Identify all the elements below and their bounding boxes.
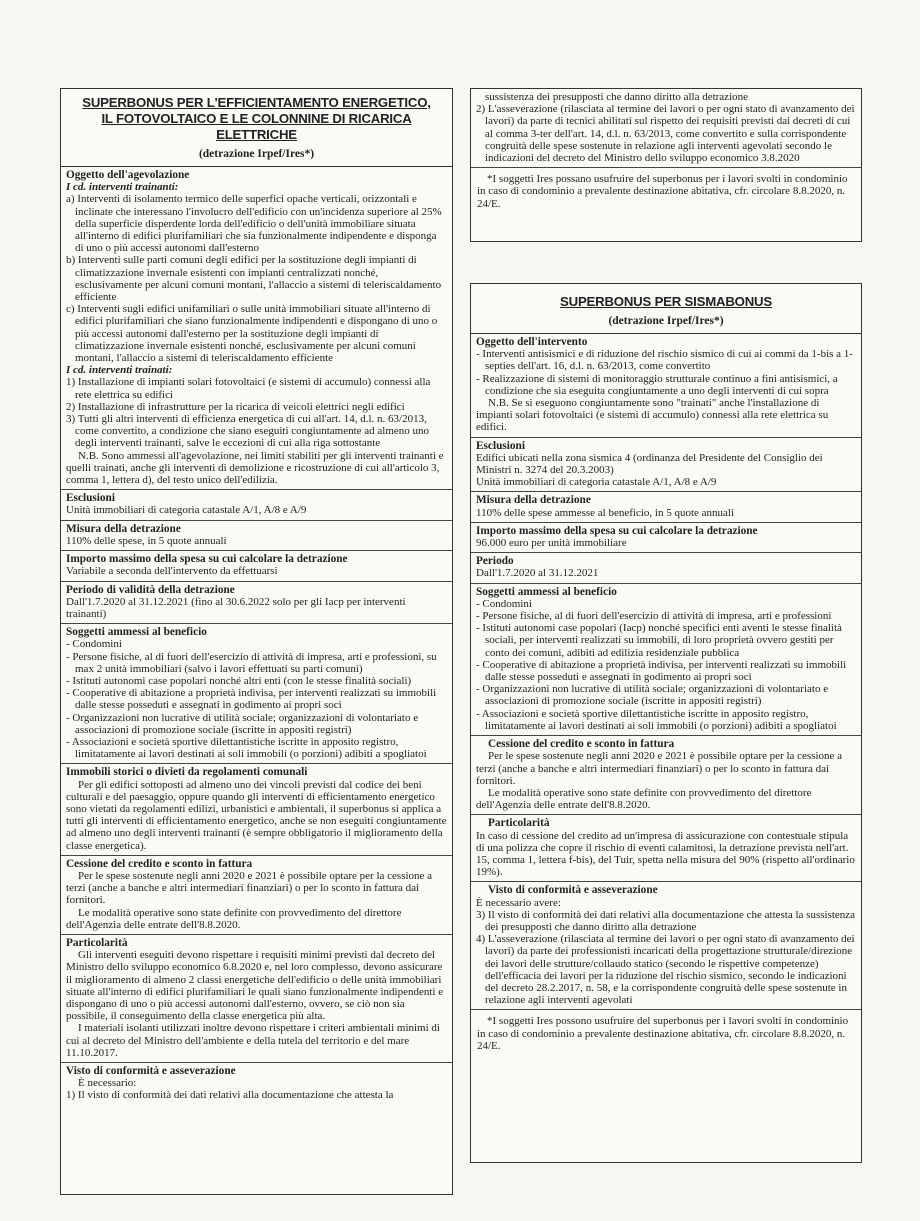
section-heading: Cessione del credito e sconto in fattura (66, 857, 253, 870)
trainanti-heading: I cd. interventi trainanti: (66, 181, 179, 194)
list-item: - Realizzazione di sistemi di monitoraggio strutturale continuo a fini antisismici, a condizione che sia eseguita congiuntamente a uno degli interventi di cui sopra (476, 372, 838, 397)
section-visto (471, 882, 861, 1010)
section-cessione (61, 856, 452, 935)
list-item: c) Interventi sugli edifici unifamiliari o sulle unità immobiliari situate all'interno di edifici plurifamiliari che siano funzionalmente indipendenti e dispongano di uno o più accessi autonomi dall'esterno per la sostituzione degli impianti di climatizzazione invernale esistenti nonché, esclusivamente per alcuni comuni montani, l'allaccio a sistemi di teleriscaldamento efficiente (66, 303, 438, 365)
sismabonus-header (471, 284, 861, 334)
list-item: 2) L'asseverazione (rilasciata al termine dei lavori o per ogni stato di avanzamento dei lavori) da parte di tecnici abilitati sul rispetto dei requisiti previsti dai decreti di cui al comma 3-ter dell'art. 14, d.l. n. 63/2013, come convertito e sulla corrispondente congruità delle spese sostenute in relazione agli interventi agevolati secondo le indicazioni del decreto del Ministro dello sviluppo economico 3.8.2020 (476, 103, 855, 165)
section-heading: Esclusioni (476, 439, 525, 452)
list-item: - Organizzazioni non lucrative di utilità sociale; organizzazioni di volontariato e associazioni di promozione sociale (iscritte in appositi registri) (476, 683, 829, 708)
section-importo (61, 551, 452, 581)
section-text: Gli interventi eseguiti devono rispettare i requisiti minimi previsti dal decreto del Ministro dello sviluppo economico 6.8.2020 e, nel loro complesso, devono assicurare il miglioramento di almeno 2 classi energetiche dell'edificio o delle unità immobiliari situate all'interno di edifici plurifamiliari le quali siano funzionalmente indipendenti e dispongano di uno o più accessi autonomi dall'esterno, ovvero, se ciò non sia possibile, il conseguimento della classe energetica più alta. (66, 949, 444, 1023)
trainati-heading: I cd. interventi trainati: (66, 364, 173, 377)
section-misura (61, 521, 452, 551)
sismabonus-title: SUPERBONUS PER SISMABONUS (560, 294, 772, 309)
section-cessione (471, 736, 861, 815)
footnote (471, 167, 861, 215)
ecobonus-box (60, 88, 453, 1195)
section-periodo (471, 553, 861, 583)
sismabonus-subtitle: (detrazione Irpef/Ires*) (608, 315, 724, 327)
section-heading: Visto di conformità e asseverazione (488, 884, 658, 897)
section-text: 110% delle spese, in 5 quote annuali (66, 534, 227, 547)
footnote-text: *I soggetti Ires possono usufruire del superbonus per i lavori svolti in condominio in caso di condominio a prevalente destinazione abitativa, cfr. circolare 8.8.2020, n. 24/E. (477, 1015, 849, 1052)
section-particolarita (471, 815, 861, 882)
section-text: Per gli edifici sottoposti ad almeno uno dei vincoli previsti dal codice dei beni culturali e del paesaggio, oppure quando gli interventi di efficientamento energetico sono vietati da regolamenti edilizi, urbanistici e ambientali, il superbonus si applica a tutti gli interventi di efficientamento energetico, anche se non eseguiti congiuntamente ad almeno uno degli interventi trainanti (è sempre obbligatorio il miglioramento della classe energetica). (66, 778, 447, 852)
list-item: 3) Tutti gli altri interventi di efficienza energetica di cui all'art. 14, d.l. n. 63/2013, come convertito, a condizione che siano eseguiti congiuntamente ad almeno uno degli interventi trainanti, salve le eccezioni di cui alla riga sottostante (66, 413, 430, 450)
section-oggetto (471, 334, 861, 438)
section-importo (471, 523, 861, 553)
nota-bene: N.B. Sono ammessi all'agevolazione, nei limiti stabiliti per gli interventi trainanti e quelli trainati, anche gli interventi di demolizione e ricostruzione di cui all'articolo 3, comma 1, lettera d), del testo unico dell'edilizia. (66, 449, 444, 487)
section-text: Dall'1.7.2020 al 31.12.2021 (fino al 30.6.2022 solo per gli Iacp per interventi trainanti) (66, 595, 406, 620)
ecobonus-continuation-box (470, 88, 862, 242)
section-heading: Immobili storici o divieti da regolamenti comunali (66, 766, 308, 779)
section-heading: Misura della detrazione (66, 522, 181, 535)
list-item: - Interventi antisismici e di riduzione del rischio sismico di cui ai commi da 1-bis a 1-septies dell'art. 16, d.l. n. 63/2013, come convertito (476, 348, 853, 373)
list-item: a) Interventi di isolamento termico delle superfici opache verticali, orizzontali e inclinate che interessano l'involucro dell'edificio con un'incidenza superiore al 25% della superficie disperdente lorda dell'edificio o dell'unità immobiliare situata all'interno di edifici plurifamiliari che sia funzionalmente indipendente e disponga di uno o più accessi autonomi dall'esterno (66, 193, 442, 255)
section-text: Unità immobiliari di categoria catastale A/1, A/8 e A/9 (66, 504, 307, 517)
section-heading: Misura della detrazione (476, 494, 591, 507)
section-particolarita (61, 935, 452, 1063)
section-text: È necessario: (78, 1077, 137, 1090)
section-text: Unità immobiliari di categoria catastale A/1, A/8 e A/9 (476, 476, 717, 489)
section-text: Per le spese sostenute negli anni 2020 e 2021 è possibile optare per la cessione a terzi (anche a banche e altri intermediari finanziari) o per lo sconto in fattura dai fornitori. (66, 869, 433, 907)
section-text: Le modalità operative sono state definite con provvedimento del direttore dell'Agenzia delle entrate dell'8.8.2020. (66, 906, 402, 931)
ecobonus-title-line1: SUPERBONUS PER L'EFFICIENTAMENTO ENERGETICO, (82, 95, 431, 110)
section-text: Variabile a seconda dell'intervento da effettuarsi (66, 565, 278, 578)
list-item: - Condomini (476, 597, 532, 610)
list-item: - Cooperative di abitazione a proprietà indivisa, per interventi realizzati su immobili dalle stesse posseduti e assegnati in godimento ai propri soci (66, 687, 437, 712)
section-esclusioni (471, 438, 861, 493)
section-heading: Importo massimo della spesa su cui calcolare la detrazione (476, 524, 758, 537)
section-text: Per le spese sostenute negli anni 2020 e 2021 è possibile optare per la cessione a terzi (anche a banche e altri intermediari finanziari) o per lo sconto in fattura dai fornitori. (476, 750, 843, 787)
section-heading: Oggetto dell'agevolazione (66, 169, 190, 181)
section-visto (61, 1063, 452, 1105)
section-text: Dall'1.7.2020 al 31.12.2021 (476, 567, 599, 580)
list-item: - Associazioni e società sportive dilettantistiche iscritte in apposito registro, limitatamente ai lavori destinati ai soli immobili (o porzioni) adibiti a spogliatoi (476, 707, 837, 732)
list-item: b) Interventi sulle parti comuni degli edifici per la sostituzione degli impianti di climatizzazione invernale esistenti con impianti centralizzati nonché, esclusivamente per alcuni comuni montani, l'allaccio a sistemi di teleriscaldamento efficiente (66, 254, 442, 304)
list-item: 1) Installazione di impianti solari fotovoltaici (e sistemi di accumulo) connessi alla rete elettrica su edifici (66, 376, 431, 401)
list-item: - Cooperative di abitazione a proprietà indivisa, per interventi realizzati su immobili dalle stesse posseduti e assegnati in godimento ai propri soci (476, 658, 847, 684)
ecobonus-header (61, 89, 452, 167)
list-item: 2) Installazione di infrastrutture per la ricarica di veicoli elettrici negli edifici (66, 400, 405, 413)
section-text: È necessario avere: (476, 896, 561, 909)
list-item: - Istituti autonomi case popolari nonché altri enti (con le stesse finalità sociali) (66, 674, 412, 687)
section-esclusioni (61, 490, 452, 520)
section-heading: Visto di conformità e asseverazione (66, 1065, 236, 1078)
list-item: 3) Il visto di conformità dei dati relativi alla documentazione che attesta la sussistenza dei presupposti che danno diritto alla detrazione (476, 908, 856, 933)
footnote (471, 1010, 861, 1057)
section-text: Le modalità operative sono state definite con provvedimento del direttore dell'Agenzia delle entrate dell'8.8.2020. (476, 786, 812, 812)
list-item: - Persone fisiche, al di fuori dell'esercizio di attività di impresa, arti e professioni (476, 610, 832, 623)
section-visto-continued (471, 89, 861, 167)
section-misura (471, 492, 861, 522)
section-text: In caso di cessione del credito ad un'impresa di assicurazione con contestuale stipula di una polizza che copre il rischio di eventi calamitosi, la detrazione prevista nell'art. 15, comma 1, lettera f-bis), del Tuir, spetta nella misura del 90% (rispetto all'ordinario 19%). (476, 829, 855, 879)
section-heading: Soggetti ammessi al beneficio (476, 585, 617, 598)
section-periodo (61, 582, 452, 625)
section-heading: Esclusioni (66, 492, 115, 505)
section-soggetti (471, 584, 861, 736)
sismabonus-box (470, 283, 862, 1163)
list-item-continued: sussistenza dei presupposti che danno diritto alla detrazione (485, 91, 749, 103)
ecobonus-subtitle: (detrazione Irpef/Ires*) (198, 148, 315, 160)
section-heading: Importo massimo della spesa su cui calcolare la detrazione (66, 553, 348, 566)
section-heading: Particolarità (66, 936, 128, 949)
footnote-text: *I soggetti Ires possano usufruire del superbonus per i lavori svolti in condominio in caso di condominio a prevalente destinazione abitativa, cfr. circolare 8.8.2020, n. 24/E. (477, 173, 848, 210)
section-soggetti (61, 624, 452, 764)
ecobonus-title-line2: IL FOTOVOLTAICO E LE COLONNINE DI RICARICA ELETTRICHE (101, 111, 412, 142)
list-item: - Associazioni e società sportive dilettantistiche iscritte in apposito registro, limitatamente ai lavori destinati ai soli immobili (o porzioni) adibiti a spogliatoi (66, 735, 427, 761)
section-oggetto (61, 167, 452, 490)
list-item: 1) Il visto di conformità dei dati relativi alla documentazione che attesta la (66, 1089, 394, 1102)
section-heading: Periodo di validità della detrazione (66, 583, 235, 596)
list-item: - Condomini (66, 638, 122, 651)
section-heading: Oggetto dell'intervento (476, 336, 588, 348)
section-text: 96.000 euro per unità immobiliare (476, 537, 627, 550)
list-item: - Organizzazioni non lucrative di utilità sociale; organizzazioni di volontariato e associazioni di promozione sociale (iscritte in appositi registri) (66, 711, 419, 736)
section-text: Edifici ubicati nella zona sismica 4 (ordinanza del Presidente del Consiglio dei Ministri n. 3274 del 20.3.2003) (476, 451, 823, 477)
list-item: 4) L'asseverazione (rilasciata al termine dei lavori o per ogni stato di avanzamento dei lavori) da parte dei professionisti incaricati della progettazione strutturale/direzione dei lavori delle strutture/collaudo statico (secondo le rispettive competenze) dell'efficacia dei lavori per la riduzione del rischio sismico, secondo le indicazioni del decreto 28.2.2017, n. 58, e la corrispondente congruità delle spese sostenute in relazione agli interventi agevolati (476, 933, 855, 1007)
section-heading: Soggetti ammessi al beneficio (66, 626, 207, 639)
list-item: - Istituti autonomi case popolari (Iacp) nonché specifici enti aventi le stesse finalità sociali, per interventi realizzati su immobili, di loro proprietà ovvero gestiti per conto dei comuni, adibiti ad edilizia residenziale pubblica (476, 622, 842, 659)
section-heading: Cessione del credito e sconto in fattura (488, 738, 675, 751)
section-text: 110% delle spese ammesse al beneficio, in 5 quote annuali (476, 506, 735, 519)
section-heading: Periodo (476, 555, 514, 568)
section-heading: Particolarità (488, 817, 550, 830)
list-item: - Persone fisiche, al di fuori dell'esercizio di attività di impresa, arti e professioni, su max 2 unità immobiliari (salvo i lavori effettuati su parti comuni) (66, 650, 437, 675)
nota-bene: N.B. Se si eseguono congiuntamente sono "trainati" anche l'installazione di impianti solari fotovoltaici (e sistemi di accumulo) connessi alla rete elettrica su edifici. (476, 397, 829, 434)
section-immobili-storici (61, 764, 452, 855)
section-text: I materiali isolanti utilizzati inoltre devono rispettare i criteri ambientali minimi di cui al decreto del Ministro dell'ambiente e della tutela del territorio e del mare 11.10.2017. (66, 1022, 440, 1059)
